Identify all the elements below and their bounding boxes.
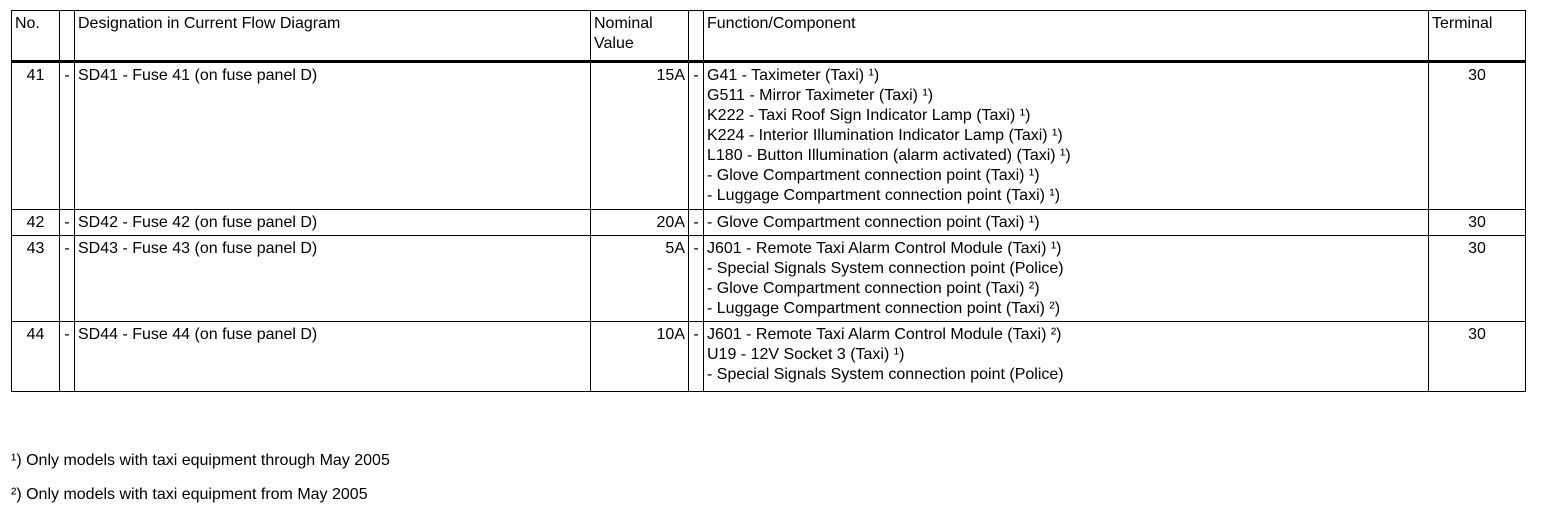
function-line: G41 - Taximeter (Taxi) ¹) [707, 67, 880, 84]
function-line: - Luggage Compartment connection point (Taxi) ²) [707, 300, 1061, 317]
row-no: 43 [12, 236, 60, 322]
function-line: K222 - Taxi Roof Sign Indicator Lamp (Taxi) ¹) [707, 107, 1031, 124]
row-no: 41 [12, 62, 60, 210]
footnote-1: ¹) Only models with taxi equipment through May 2005 [11, 452, 390, 469]
header-nominal-value: Nominal Value [591, 11, 689, 62]
row-no: 42 [12, 210, 60, 236]
row-value: 20A [591, 210, 689, 236]
row-functions [704, 322, 1429, 392]
function-line: G511 - Mirror Taximeter (Taxi) ¹) [707, 87, 934, 104]
row-designation: SD41 - Fuse 41 (on fuse panel D) [75, 62, 591, 210]
row-dash: - [60, 236, 75, 322]
row-functions [704, 62, 1429, 210]
table-row [12, 210, 1526, 236]
row-functions [704, 210, 1429, 236]
row-functions [704, 236, 1429, 322]
row-value: 15A [591, 62, 689, 210]
function-line: - Glove Compartment connection point (Taxi) ¹) [707, 214, 1040, 231]
row-value: 10A [591, 322, 689, 392]
row-dash2: - [689, 236, 704, 322]
row-designation: SD43 - Fuse 43 (on fuse panel D) [75, 236, 591, 322]
header-dash [60, 11, 75, 62]
row-terminal: 30 [1429, 322, 1526, 392]
header-terminal: Terminal [1429, 11, 1526, 62]
table-row [12, 322, 1526, 392]
header-no: No. [12, 11, 60, 62]
row-designation: SD44 - Fuse 44 (on fuse panel D) [75, 322, 591, 392]
row-value: 5A [591, 236, 689, 322]
row-dash2: - [689, 210, 704, 236]
function-line: U19 - 12V Socket 3 (Taxi) ¹) [707, 346, 905, 363]
function-line: L180 - Button Illumination (alarm activated) (Taxi) ¹) [707, 147, 1071, 164]
function-line: - Luggage Compartment connection point (Taxi) ¹) [707, 187, 1061, 204]
function-line: - Special Signals System connection point (Police) [707, 366, 1064, 383]
row-designation: SD42 - Fuse 42 (on fuse panel D) [75, 210, 591, 236]
row-dash: - [60, 62, 75, 210]
function-line: J601 - Remote Taxi Alarm Control Module (Taxi) ¹) [707, 240, 1062, 257]
header-designation: Designation in Current Flow Diagram [75, 11, 591, 62]
table-row [12, 236, 1526, 322]
function-line: K224 - Interior Illumination Indicator Lamp (Taxi) ¹) [707, 127, 1063, 144]
row-dash: - [60, 210, 75, 236]
function-line: - Special Signals System connection point (Police) [707, 260, 1064, 277]
header-dash2 [689, 11, 704, 62]
footnote-2: ²) Only models with taxi equipment from May 2005 [11, 486, 368, 503]
table-row [12, 62, 1526, 210]
function-line: - Glove Compartment connection point (Taxi) ²) [707, 280, 1040, 297]
table-header-row [12, 11, 1526, 62]
header-function: Function/Component [704, 11, 1429, 62]
row-dash2: - [689, 322, 704, 392]
function-line: J601 - Remote Taxi Alarm Control Module (Taxi) ²) [707, 326, 1062, 343]
fuse-table [11, 10, 1526, 392]
row-terminal: 30 [1429, 62, 1526, 210]
row-no: 44 [12, 322, 60, 392]
row-dash: - [60, 322, 75, 392]
row-dash2: - [689, 62, 704, 210]
row-terminal: 30 [1429, 236, 1526, 322]
function-line: - Glove Compartment connection point (Taxi) ¹) [707, 167, 1040, 184]
row-terminal: 30 [1429, 210, 1526, 236]
